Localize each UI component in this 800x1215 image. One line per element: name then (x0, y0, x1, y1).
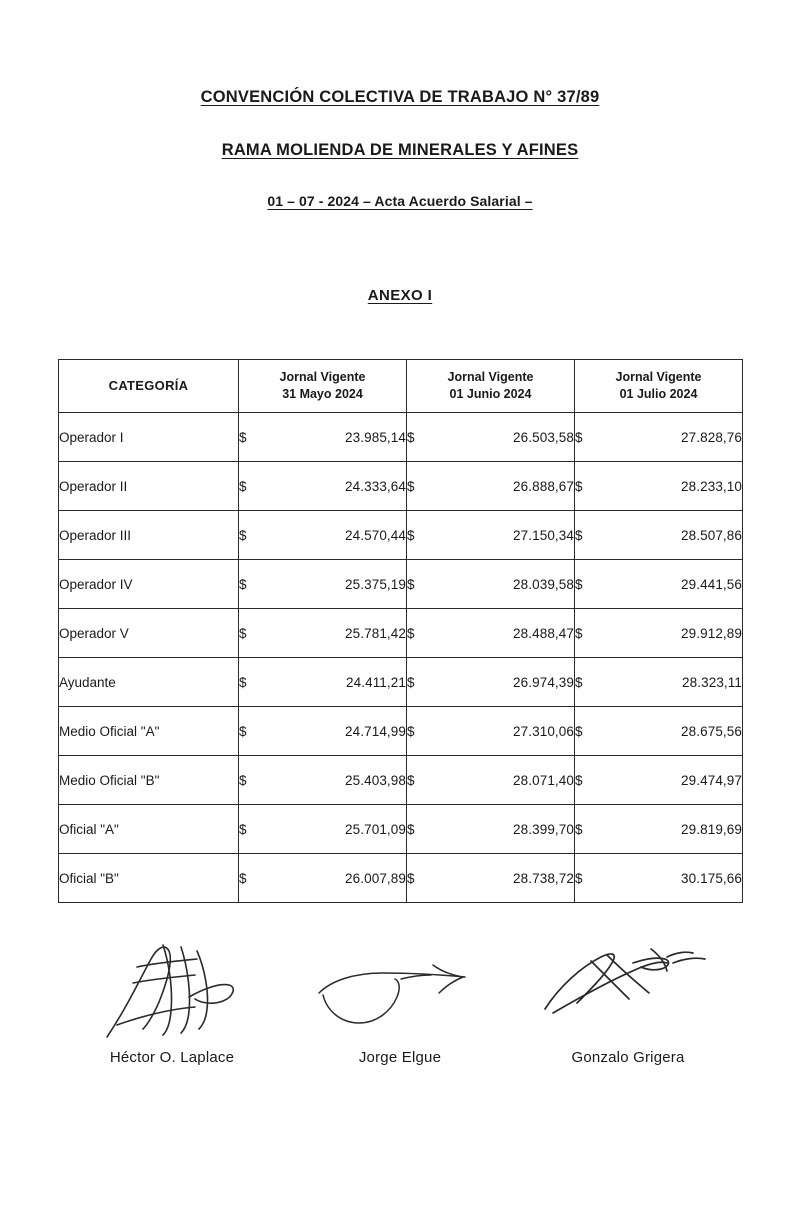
amount-value: 25.403,98 (345, 772, 406, 788)
amount-value: 24.333,64 (345, 478, 406, 494)
signature-column-2 (286, 937, 514, 1066)
amount-value: 28.323,11 (682, 674, 742, 690)
currency-symbol: $ (239, 478, 247, 494)
cell-category: Medio Oficial "A" (59, 707, 239, 756)
amount-value: 28.399,70 (513, 821, 574, 837)
table-row (59, 560, 743, 609)
cell-category: Operador V (59, 609, 239, 658)
cell-jornal-jun (407, 462, 575, 511)
currency-symbol: $ (239, 870, 247, 886)
currency-symbol: $ (575, 429, 583, 445)
annex-title: ANEXO I (367, 287, 433, 304)
cell-category: Oficial "A" (59, 805, 239, 854)
signature-block (0, 937, 800, 1066)
table-row (59, 854, 743, 903)
cell-jornal-jun (407, 413, 575, 462)
amount-value: 28.488,47 (513, 625, 574, 641)
signature-name-3: Gonzalo Grigera (571, 1049, 685, 1066)
column-header-jul-line2: 01 Julio 2024 (619, 387, 698, 401)
salary-table-wrapper (58, 359, 742, 903)
amount-value: 23.985,14 (345, 429, 406, 445)
amount-value: 28.507,86 (681, 527, 742, 543)
currency-symbol: $ (239, 674, 247, 690)
currency-symbol: $ (407, 674, 415, 690)
cell-category: Operador II (59, 462, 239, 511)
signature-column-1 (58, 937, 286, 1066)
table-body (59, 413, 743, 903)
currency-symbol: $ (239, 723, 247, 739)
cell-jornal-may (239, 462, 407, 511)
amount-value: 26.503,58 (513, 429, 574, 445)
cell-jornal-jun (407, 756, 575, 805)
currency-symbol: $ (239, 429, 247, 445)
cell-jornal-jul (575, 609, 743, 658)
currency-symbol: $ (239, 576, 247, 592)
currency-symbol: $ (575, 772, 583, 788)
table-header (59, 360, 743, 413)
currency-symbol: $ (239, 772, 247, 788)
cell-jornal-may (239, 560, 407, 609)
currency-symbol: $ (407, 821, 415, 837)
table-row (59, 511, 743, 560)
table-row (59, 707, 743, 756)
table-row (59, 413, 743, 462)
currency-symbol: $ (407, 429, 415, 445)
signature-name-2: Jorge Elgue (358, 1049, 442, 1066)
cell-jornal-jun (407, 854, 575, 903)
currency-symbol: $ (575, 576, 583, 592)
column-header-jul-line1: Jornal Vigente (615, 370, 702, 385)
amount-value: 27.150,34 (513, 527, 574, 543)
annex-title-line (0, 211, 800, 305)
document-date-line (0, 160, 800, 211)
signature-name-1: Héctor O. Laplace (109, 1049, 235, 1066)
amount-value: 27.828,76 (681, 429, 742, 445)
cell-jornal-jul (575, 511, 743, 560)
cell-jornal-jul (575, 658, 743, 707)
table-header-row (59, 360, 743, 413)
currency-symbol: $ (407, 625, 415, 641)
cell-jornal-jun (407, 560, 575, 609)
amount-value: 28.233,10 (681, 478, 742, 494)
amount-value: 28.039,58 (513, 576, 574, 592)
currency-symbol: $ (407, 772, 415, 788)
document-subtitle: RAMA MOLIENDA DE MINERALES Y AFINES (221, 141, 579, 159)
cell-category: Oficial "B" (59, 854, 239, 903)
cell-jornal-jul (575, 805, 743, 854)
cell-jornal-may (239, 511, 407, 560)
document-title: CONVENCIÓN COLECTIVA DE TRABAJO N° 37/89 (200, 88, 600, 106)
document-title-line (0, 88, 800, 107)
document-date: 01 – 07 - 2024 – Acta Acuerdo Salarial – (267, 193, 533, 209)
table-row (59, 805, 743, 854)
currency-symbol: $ (575, 870, 583, 886)
amount-value: 28.675,56 (681, 723, 742, 739)
cell-jornal-jun (407, 707, 575, 756)
amount-value: 25.701,09 (345, 821, 406, 837)
cell-jornal-jun (407, 805, 575, 854)
currency-symbol: $ (575, 625, 583, 641)
currency-symbol: $ (575, 478, 583, 494)
signature-mark-1 (58, 937, 286, 1041)
amount-value: 24.570,44 (345, 527, 406, 543)
currency-symbol: $ (407, 576, 415, 592)
cell-category: Operador III (59, 511, 239, 560)
column-header-may (239, 360, 407, 413)
cell-jornal-may (239, 609, 407, 658)
cell-category: Operador IV (59, 560, 239, 609)
currency-symbol: $ (239, 527, 247, 543)
amount-value: 26.974,39 (513, 674, 574, 690)
salary-table (58, 359, 743, 903)
amount-value: 25.375,19 (345, 576, 406, 592)
amount-value: 25.781,42 (345, 625, 406, 641)
cell-jornal-jul (575, 707, 743, 756)
column-header-jun-line2: 01 Junio 2024 (449, 387, 532, 401)
currency-symbol: $ (239, 625, 247, 641)
cell-jornal-jun (407, 609, 575, 658)
amount-value: 26.888,67 (513, 478, 574, 494)
cell-jornal-may (239, 707, 407, 756)
cell-category: Medio Oficial "B" (59, 756, 239, 805)
cell-jornal-may (239, 413, 407, 462)
cell-jornal-may (239, 805, 407, 854)
cell-jornal-jun (407, 658, 575, 707)
table-row (59, 756, 743, 805)
cell-category: Ayudante (59, 658, 239, 707)
currency-symbol: $ (407, 723, 415, 739)
cell-jornal-may (239, 658, 407, 707)
amount-value: 29.474,97 (681, 772, 742, 788)
column-header-jul (575, 360, 743, 413)
currency-symbol: $ (407, 870, 415, 886)
table-row (59, 609, 743, 658)
currency-symbol: $ (407, 478, 415, 494)
cell-jornal-jul (575, 560, 743, 609)
document-subtitle-line (0, 107, 800, 160)
column-header-may-line2: 31 Mayo 2024 (282, 387, 363, 401)
amount-value: 29.441,56 (681, 576, 742, 592)
currency-symbol: $ (575, 527, 583, 543)
amount-value: 28.071,40 (513, 772, 574, 788)
amount-value: 26.007,89 (345, 870, 406, 886)
amount-value: 29.912,89 (681, 625, 742, 641)
cell-category: Operador I (59, 413, 239, 462)
currency-symbol: $ (407, 527, 415, 543)
column-header-category-line1: CATEGORÍA (108, 378, 189, 394)
column-header-jun (407, 360, 575, 413)
currency-symbol: $ (239, 821, 247, 837)
signature-mark-3 (514, 937, 742, 1041)
cell-jornal-may (239, 854, 407, 903)
currency-symbol: $ (575, 821, 583, 837)
amount-value: 28.738,72 (513, 870, 574, 886)
column-header-category (59, 360, 239, 413)
amount-value: 27.310,06 (513, 723, 574, 739)
signature-column-3 (514, 937, 742, 1066)
cell-jornal-may (239, 756, 407, 805)
document-header (0, 0, 800, 305)
amount-value: 29.819,69 (681, 821, 742, 837)
cell-jornal-jul (575, 413, 743, 462)
signature-mark-2 (286, 937, 514, 1041)
cell-jornal-jul (575, 756, 743, 805)
cell-jornal-jun (407, 511, 575, 560)
column-header-may-line1: Jornal Vigente (279, 370, 366, 385)
table-row (59, 658, 743, 707)
table-row (59, 462, 743, 511)
cell-jornal-jul (575, 854, 743, 903)
amount-value: 24.714,99 (345, 723, 406, 739)
amount-value: 24.411,21 (346, 674, 406, 690)
cell-jornal-jul (575, 462, 743, 511)
amount-value: 30.175,66 (681, 870, 742, 886)
column-header-jun-line1: Jornal Vigente (447, 370, 534, 385)
currency-symbol: $ (575, 674, 583, 690)
currency-symbol: $ (575, 723, 583, 739)
